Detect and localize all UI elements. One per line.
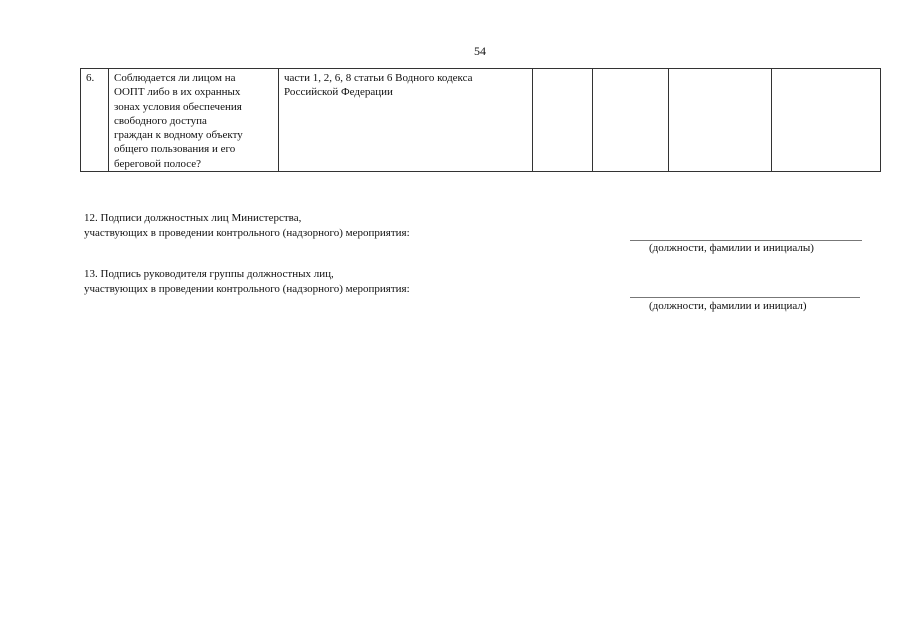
- signature-12-title: 12. Подписи должностных лиц Министерства,: [84, 212, 302, 224]
- signature-13-caption: (должности, фамилии и инициал): [649, 300, 807, 312]
- signature-13-line: [630, 297, 860, 298]
- table-row: [81, 69, 881, 172]
- reference-cell: части 1, 2, 6, 8 статьи 6 Водного кодекса Российской Федерации: [279, 69, 533, 172]
- signature-12-subtitle: участвующих в проведении контрольного (надзорного) мероприятия:: [84, 227, 410, 239]
- page-number: 54: [474, 44, 486, 58]
- checklist-table: [80, 68, 881, 172]
- signature-13-subtitle: участвующих в проведении контрольного (надзорного) мероприятия:: [84, 283, 410, 295]
- signature-13-title: 13. Подпись руководителя группы должностных лиц,: [84, 268, 334, 280]
- answer-cell: [772, 69, 881, 172]
- signature-12-caption: (должности, фамилии и инициалы): [649, 242, 814, 254]
- answer-cell: [533, 69, 593, 172]
- answer-cell: [593, 69, 669, 172]
- answer-cell: [669, 69, 772, 172]
- signature-12-line: [630, 240, 862, 241]
- row-number: 6.: [81, 69, 109, 172]
- question-cell: Соблюдается ли лицом на ООПТ либо в их охранных зонах условия обеспечения свободного доступа граждан к водному объекту общего пользования и его береговой полосе?: [109, 69, 279, 172]
